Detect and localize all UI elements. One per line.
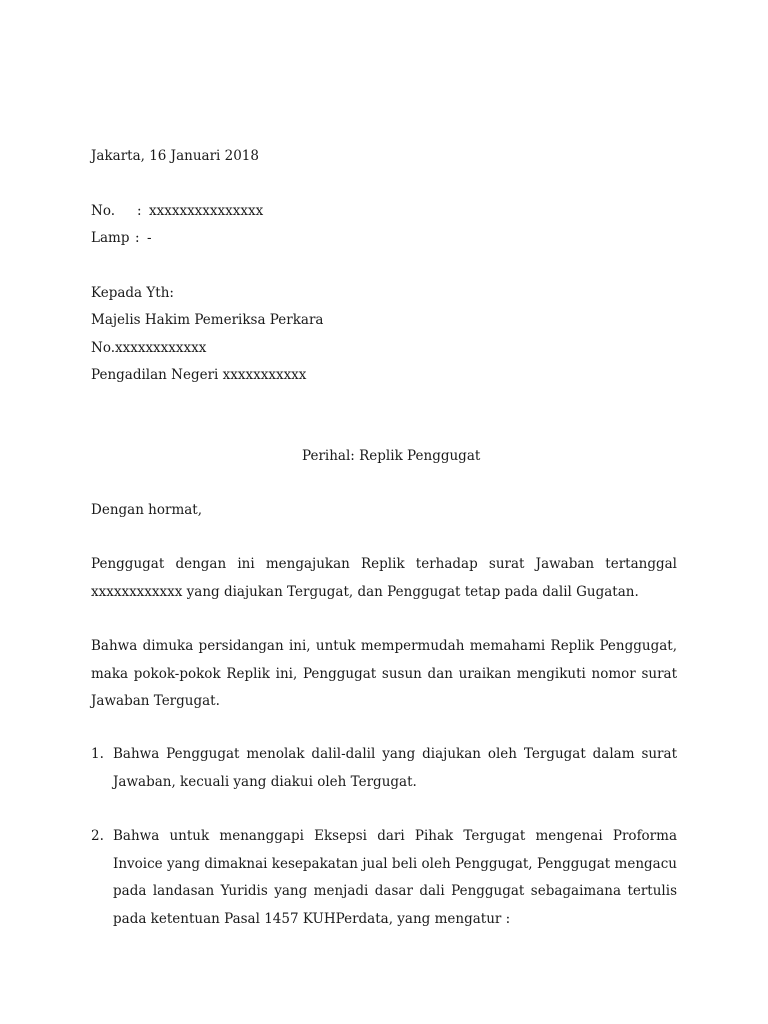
point-2-text: Bahwa untuk menanggapi Eksepsi dari Pihak Tergugat mengenai Proforma Invoice yang dimaknai kesepakatan jual beli oleh Penggugat, Penggugat mengacu pada landasan Yuridis yang menjadi dasar dali Penggugat sebagaimana tertulis pada ketentuan Pasal 1457 KUHPerdata, yang mengatur : xyxy=(113,828,677,927)
recipient-greeting: Kepada Yth: xyxy=(91,285,174,301)
salutation: Dengan hormat, xyxy=(91,502,203,518)
recipient-line-1: Majelis Hakim Pemeriksa Perkara xyxy=(91,312,324,328)
paragraph-2: Bahwa dimuka persidangan ini, untuk mempermudah memahami Replik Penggugat, maka pokok-pokok Replik ini, Penggugat susun dan uraikan mengikuti nomor surat Jawaban Tergugat. xyxy=(91,638,677,709)
recipient-line-3: Pengadilan Negeri xxxxxxxxxxx xyxy=(91,367,307,383)
point-1-text: Bahwa Penggugat menolak dalil-dalil yang diajukan oleh Tergugat dalam surat Jawaban, kecuali yang diakui oleh Tergugat. xyxy=(113,746,677,790)
point-2 xyxy=(91,823,677,933)
number-value: xxxxxxxxxxxxxxx xyxy=(149,203,264,219)
number-label: No. xyxy=(91,203,115,219)
place-date: Jakarta, 16 Januari 2018 xyxy=(91,148,259,164)
paragraph-1: Penggugat dengan ini mengajukan Replik terhadap surat Jawaban tertanggal xxxxxxxxxxxx yang diajukan Tergugat, dan Penggugat tetap pada dalil Gugatan. xyxy=(91,556,677,600)
attachment-value: - xyxy=(147,230,152,246)
number-colon: : xyxy=(137,203,142,219)
point-1-number: 1. xyxy=(91,746,104,762)
point-2-number: 2. xyxy=(91,828,104,844)
attachment-row xyxy=(91,228,152,248)
subject-text: Perihal: Replik Penggugat xyxy=(302,448,481,464)
point-1 xyxy=(91,741,677,796)
attachment-colon: : xyxy=(135,230,140,246)
recipient-line-2: No.xxxxxxxxxxxx xyxy=(91,340,207,356)
number-row xyxy=(91,201,263,221)
attachment-label: Lamp xyxy=(91,230,130,246)
